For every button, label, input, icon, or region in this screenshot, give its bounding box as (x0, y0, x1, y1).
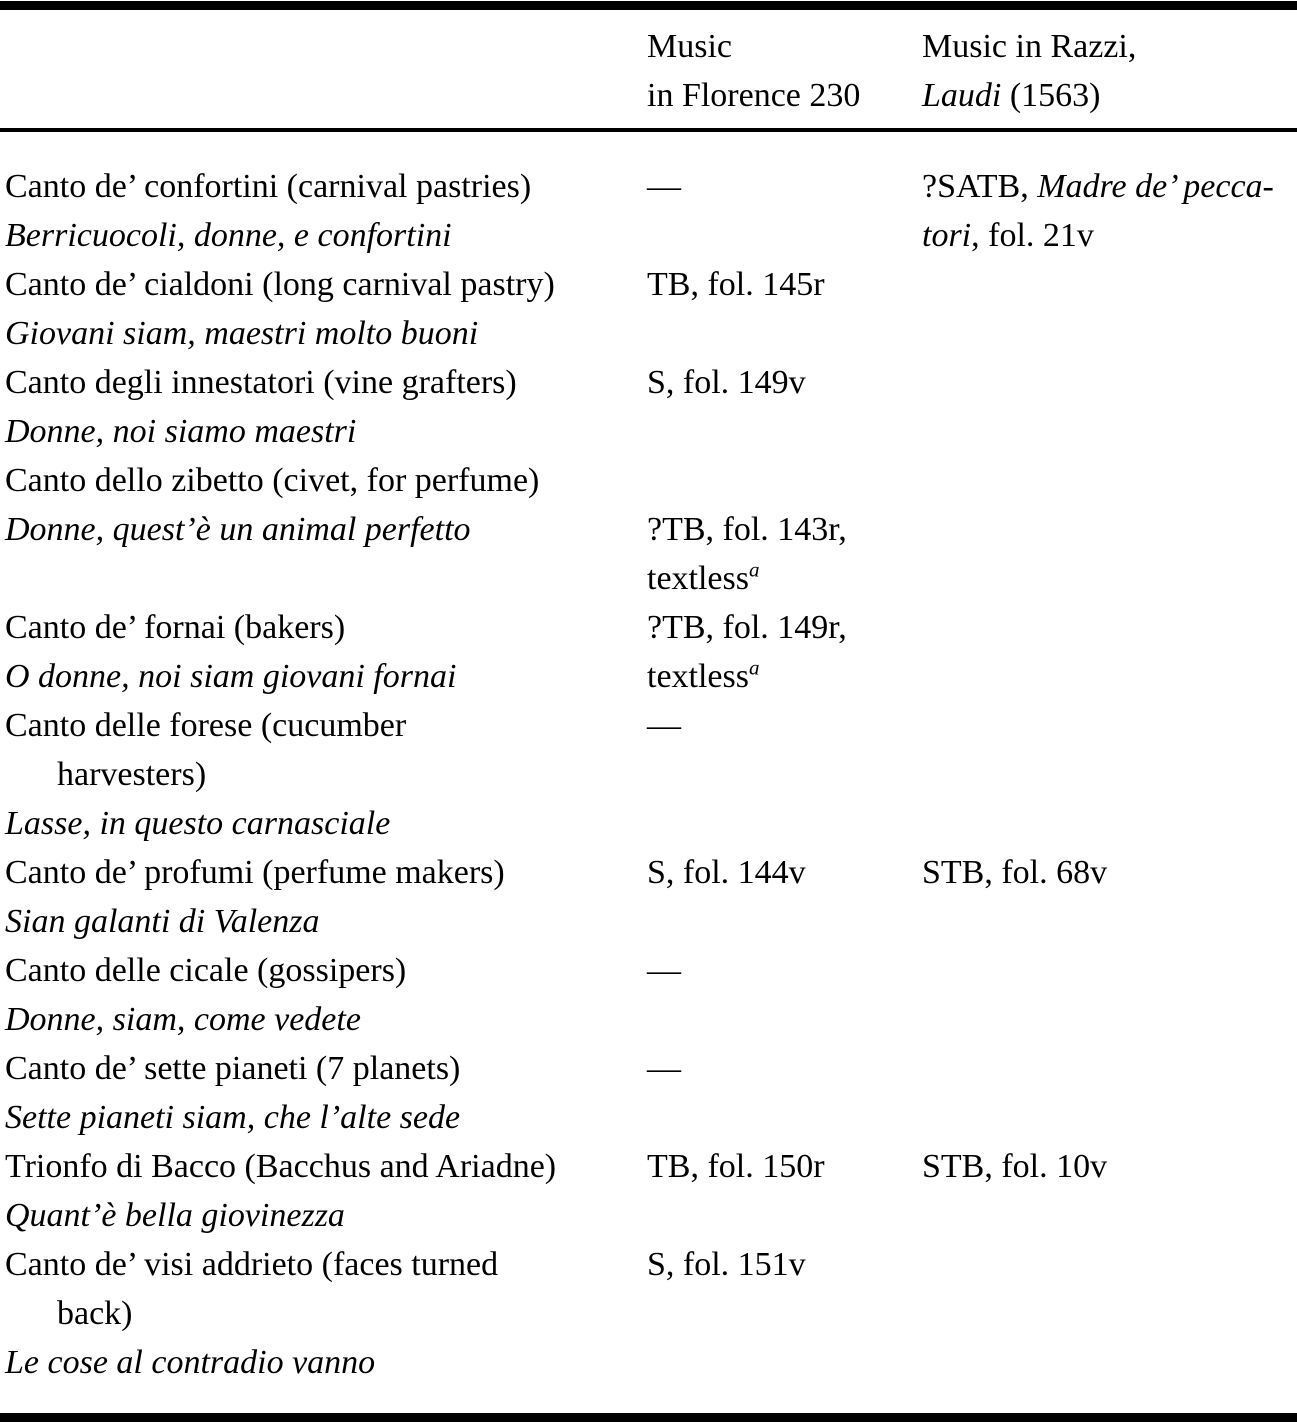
razzi-music-cell (922, 1191, 1297, 1240)
italic-text: Sette pianeti siam, che l’alte sede (5, 1099, 461, 1136)
song-title-cell (0, 407, 647, 456)
italic-text: O donne, noi siam giovani fornai (5, 658, 457, 695)
table-row (0, 1338, 1297, 1387)
text: Canto de’ fornai (bakers) (5, 609, 346, 646)
florence-music-cell (647, 309, 922, 358)
razzi-music-cell (922, 554, 1297, 603)
razzi-music-cell (922, 260, 1297, 309)
table-row (0, 260, 1297, 309)
song-title-cell (0, 848, 647, 897)
florence-music-cell (647, 456, 922, 505)
italic-text: Donne, noi siamo maestri (5, 413, 357, 450)
razzi-music-cell (922, 505, 1297, 554)
song-title-cell (0, 260, 647, 309)
florence-music-cell (647, 1338, 922, 1387)
table-row (0, 1093, 1297, 1142)
text: S, fol. 149v (647, 364, 806, 401)
text: Canto degli innestatori (vine grafters) (5, 364, 517, 401)
text: Canto dello zibetto (civet, for perfume) (5, 462, 540, 499)
table-row (0, 1289, 1297, 1338)
florence-music-cell (647, 995, 922, 1044)
table-row (0, 1240, 1297, 1289)
song-title-cell (0, 1093, 647, 1142)
italic-text: Le cose al contradio vanno (5, 1344, 376, 1381)
text: — (647, 952, 681, 989)
table-row (0, 652, 1297, 701)
italic-text: tori (922, 217, 972, 254)
text: TB, fol. 145r (647, 266, 825, 303)
header-spacer-cell (0, 22, 647, 120)
razzi-music-cell (922, 897, 1297, 946)
razzi-music-cell (922, 1142, 1297, 1191)
song-title-cell (0, 1289, 647, 1338)
text: STB, fol. 68v (922, 854, 1108, 891)
text: Canto de’ profumi (perfume makers) (5, 854, 505, 891)
razzi-music-cell (922, 456, 1297, 505)
text: in Florence 230 (647, 77, 861, 114)
florence-music-cell (647, 260, 922, 309)
text: (1563) (1001, 77, 1101, 114)
table-row (0, 456, 1297, 505)
florence-music-cell (647, 1240, 922, 1289)
text: STB, fol. 10v (922, 1148, 1108, 1185)
song-title-cell (0, 897, 647, 946)
razzi-music-cell (922, 701, 1297, 750)
florence-music-cell (647, 652, 922, 701)
razzi-music-cell (922, 799, 1297, 848)
table-row (0, 211, 1297, 260)
italic-text: Sian galanti di Valenza (5, 903, 320, 940)
table-row (0, 505, 1297, 554)
superscript-note-marker: a (748, 655, 760, 680)
text: harvesters) (57, 756, 207, 793)
table-row (0, 995, 1297, 1044)
song-title-cell (0, 701, 647, 750)
florence-music-cell (647, 848, 922, 897)
florence-music-cell (647, 554, 922, 603)
table-row (0, 701, 1297, 750)
italic-text: Madre de’ pecca- (1037, 168, 1274, 205)
razzi-music-cell (922, 358, 1297, 407)
song-title-cell (0, 505, 647, 554)
song-title-cell (0, 211, 647, 260)
florence-music-cell (647, 750, 922, 799)
song-title-cell (0, 946, 647, 995)
florence-music-cell (647, 799, 922, 848)
song-title-cell (0, 1240, 647, 1289)
text: Music in Razzi, (922, 28, 1137, 65)
table-row (0, 1142, 1297, 1191)
song-title-cell (0, 652, 647, 701)
table-row (0, 750, 1297, 799)
text: S, fol. 151v (647, 1246, 806, 1283)
table-row (0, 162, 1297, 211)
song-title-cell (0, 162, 647, 211)
text: textless (647, 560, 749, 597)
table-row (0, 1044, 1297, 1093)
razzi-music-cell (922, 652, 1297, 701)
text: Canto delle cicale (gossipers) (5, 952, 407, 989)
song-title-cell (0, 309, 647, 358)
song-title-cell (0, 456, 647, 505)
florence-music-cell (647, 603, 922, 652)
florence-music-cell (647, 162, 922, 211)
razzi-music-cell (922, 750, 1297, 799)
razzi-music-cell (922, 162, 1297, 211)
table-header-row (0, 10, 1297, 120)
superscript-note-marker: a (748, 557, 760, 582)
text: S, fol. 144v (647, 854, 806, 891)
song-title-cell (0, 995, 647, 1044)
italic-text: Giovani siam, maestri molto buoni (5, 315, 479, 352)
text: — (647, 1050, 681, 1087)
text: Canto delle forese (cucumber (5, 707, 407, 744)
table-top-rule (0, 1, 1297, 10)
razzi-music-cell (922, 848, 1297, 897)
table-row (0, 358, 1297, 407)
column-header-florence (647, 22, 922, 120)
table-body (0, 132, 1297, 1413)
italic-text: Quant’è bella giovinezza (5, 1197, 345, 1234)
text: — (647, 707, 681, 744)
text: Canto de’ confortini (carnival pastries) (5, 168, 532, 205)
florence-music-cell (647, 407, 922, 456)
razzi-music-cell (922, 1044, 1297, 1093)
florence-music-cell (647, 946, 922, 995)
table-row (0, 407, 1297, 456)
razzi-music-cell (922, 1289, 1297, 1338)
florence-music-cell (647, 211, 922, 260)
table-row (0, 603, 1297, 652)
razzi-music-cell (922, 946, 1297, 995)
florence-music-cell (647, 1191, 922, 1240)
table-row (0, 897, 1297, 946)
text: Canto de’ visi addrieto (faces turned (5, 1246, 499, 1283)
text: Canto de’ cialdoni (long carnival pastry) (5, 266, 555, 303)
song-title-cell (0, 603, 647, 652)
column-header-razzi (922, 22, 1297, 120)
table-row (0, 848, 1297, 897)
song-title-cell (0, 750, 647, 799)
text: textless (647, 658, 749, 695)
text: back) (57, 1295, 133, 1332)
text: ?TB, fol. 143r, (647, 511, 847, 548)
text: , fol. 21v (971, 217, 1094, 254)
razzi-music-cell (922, 309, 1297, 358)
table-row (0, 309, 1297, 358)
header-line (647, 71, 922, 120)
header-line (922, 22, 1297, 71)
song-title-cell (0, 799, 647, 848)
song-title-cell (0, 554, 647, 603)
text: ?SATB, (922, 168, 1038, 205)
florence-music-cell (647, 1044, 922, 1093)
song-title-cell (0, 358, 647, 407)
text: — (647, 168, 681, 205)
song-title-cell (0, 1338, 647, 1387)
text: Trionfo di Bacco (Bacchus and Ariadne) (5, 1148, 557, 1185)
italic-text: Laudi (922, 77, 1002, 114)
song-title-cell (0, 1044, 647, 1093)
table-row (0, 799, 1297, 848)
table-row (0, 554, 1297, 603)
razzi-music-cell (922, 1338, 1297, 1387)
text: TB, fol. 150r (647, 1148, 825, 1185)
header-line (922, 71, 1297, 120)
italic-text: Donne, siam, come vedete (5, 1001, 361, 1038)
table-row (0, 1191, 1297, 1240)
text: Canto de’ sette pianeti (7 planets) (5, 1050, 461, 1087)
florence-music-cell (647, 358, 922, 407)
italic-text: Berricuocoli, donne, e confortini (5, 217, 452, 254)
song-title-cell (0, 1191, 647, 1240)
song-title-cell (0, 1142, 647, 1191)
table-bottom-rule (0, 1413, 1297, 1422)
text: Music (647, 28, 732, 65)
italic-text: Lasse, in questo carnasciale (5, 805, 391, 842)
florence-music-cell (647, 897, 922, 946)
text: ?TB, fol. 149r, (647, 609, 847, 646)
florence-music-cell (647, 1142, 922, 1191)
razzi-music-cell (922, 211, 1297, 260)
florence-music-cell (647, 1093, 922, 1142)
florence-music-cell (647, 1289, 922, 1338)
header-line (647, 22, 922, 71)
table-row (0, 946, 1297, 995)
razzi-music-cell (922, 1093, 1297, 1142)
italic-text: Donne, quest’è un animal perfetto (5, 511, 471, 548)
razzi-music-cell (922, 407, 1297, 456)
razzi-music-cell (922, 603, 1297, 652)
florence-music-cell (647, 505, 922, 554)
razzi-music-cell (922, 995, 1297, 1044)
florence-music-cell (647, 701, 922, 750)
razzi-music-cell (922, 1240, 1297, 1289)
